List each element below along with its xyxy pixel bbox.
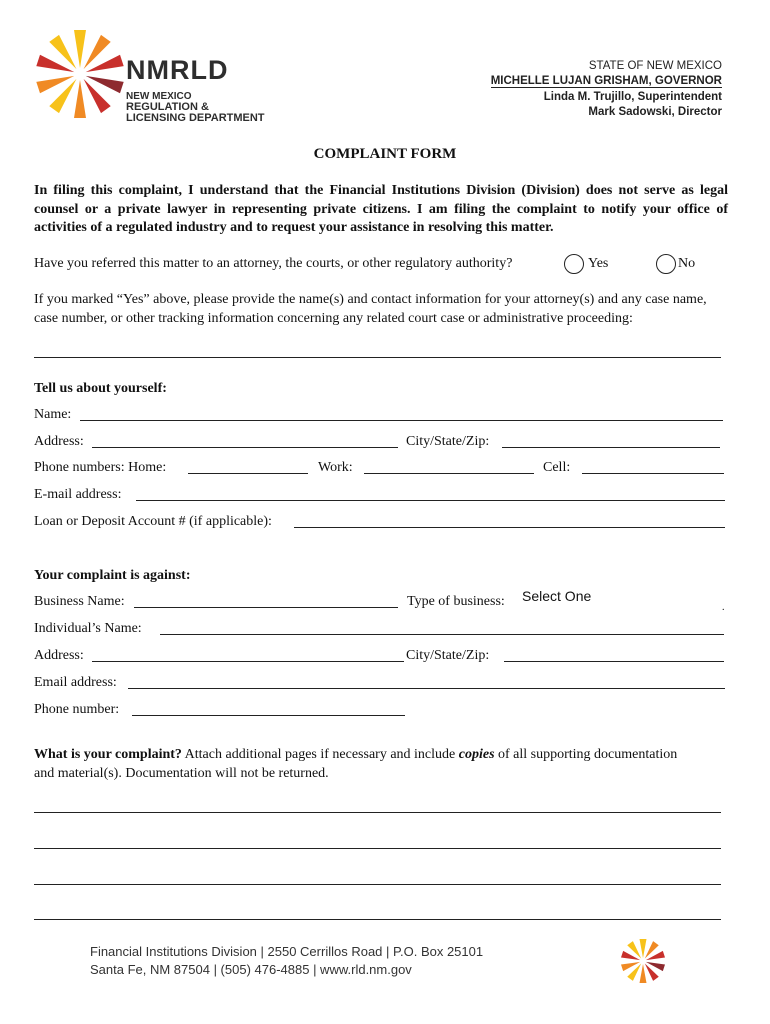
- email-field[interactable]: [136, 500, 725, 501]
- no-radio[interactable]: [656, 254, 676, 274]
- about-heading: Tell us about yourself:: [34, 381, 167, 396]
- name-field[interactable]: [80, 420, 723, 421]
- business-label: Business Name:: [34, 594, 125, 609]
- work-label: Work:: [318, 460, 353, 475]
- against-email-field[interactable]: [128, 688, 725, 689]
- against-phone-label: Phone number:: [34, 702, 120, 717]
- brand-sub-line: REGULATION &: [126, 101, 209, 113]
- nmrld-logo-icon: [30, 24, 130, 124]
- state-name: STATE OF NEW MEXICO: [588, 60, 722, 72]
- complaint-line[interactable]: [34, 848, 721, 849]
- complaint-line[interactable]: [34, 884, 721, 885]
- complaint-heading: What is your complaint?: [34, 747, 182, 762]
- against-heading: Your complaint is against:: [34, 568, 191, 583]
- work-phone-field[interactable]: [364, 473, 534, 474]
- city-field[interactable]: [502, 447, 720, 448]
- against-address-field[interactable]: [92, 661, 404, 662]
- city-label: City/State/Zip:: [406, 434, 490, 449]
- footer-contact: Santa Fe, NM 87504 | (505) 476-4885 | www.rld.nm.gov: [90, 962, 412, 977]
- director-name: Mark Sadowski, Director: [588, 106, 722, 118]
- against-phone-field[interactable]: [132, 715, 405, 716]
- name-label: Name:: [34, 407, 72, 422]
- footer-logo-icon: [618, 936, 668, 986]
- phone-home-field[interactable]: [188, 473, 308, 474]
- page-title: COMPLAINT FORM: [313, 146, 457, 162]
- footer-address: Financial Institutions Division | 2550 Cerrillos Road | P.O. Box 25101: [90, 944, 484, 959]
- intro-paragraph: In filing this complaint, I understand that the Financial Institutions Division (Division) does not serve as legal counsel or a private lawyer in representing private citizens. I am filing the complaint to notify your office of activities of a regulated industry and to request your assistance in resolving this matter.: [34, 183, 728, 235]
- against-email-label: Email address:: [34, 675, 117, 690]
- email-label: E-mail address:: [34, 487, 122, 502]
- type-label: Type of business:: [407, 594, 505, 609]
- complaint-line[interactable]: [34, 919, 721, 920]
- referral-question: Have you referred this matter to an attorney, the courts, or other regulatory authority?: [34, 256, 513, 271]
- against-address-label: Address:: [34, 648, 84, 663]
- address-field[interactable]: [92, 447, 398, 448]
- referral-followup: If you marked “Yes” above, please provide the name(s) and contact information for your attorney(s) and any case name, case number, or other tracking information concerning any related court case or administrative proceeding:: [34, 292, 707, 326]
- account-field[interactable]: [294, 527, 725, 528]
- business-name-field[interactable]: [134, 607, 398, 608]
- referral-details-field[interactable]: [34, 357, 721, 358]
- account-label: Loan or Deposit Account # (if applicable):: [34, 514, 272, 529]
- complaint-text: of all supporting documentation: [498, 747, 678, 762]
- select-end-mark: .: [722, 602, 725, 613]
- individual-name-field[interactable]: [160, 634, 724, 635]
- individual-label: Individual’s Name:: [34, 621, 142, 636]
- superintendent-name: Linda M. Trujillo, Superintendent: [543, 91, 722, 103]
- cell-phone-field[interactable]: [582, 473, 724, 474]
- against-city-label: City/State/Zip:: [406, 648, 490, 663]
- address-label: Address:: [34, 434, 84, 449]
- governor-name: MICHELLE LUJAN GRISHAM, GOVERNOR: [490, 75, 722, 87]
- cell-label: Cell:: [543, 460, 571, 475]
- brand-name: NMRLD: [126, 55, 229, 85]
- against-city-field[interactable]: [504, 661, 724, 662]
- complaint-instructions: [34, 746, 728, 783]
- brand-sub-line: NEW MEXICO: [126, 91, 192, 102]
- complaint-text: Attach additional pages if necessary and include: [184, 747, 456, 762]
- no-label: No: [678, 256, 696, 271]
- yes-radio[interactable]: [564, 254, 584, 274]
- business-type-select[interactable]: Select One: [522, 588, 592, 604]
- yes-label: Yes: [588, 256, 609, 271]
- complaint-text: and material(s). Documentation will not be returned.: [34, 765, 329, 781]
- phone-home-label: Phone numbers: Home:: [34, 460, 167, 475]
- complaint-copies: copies: [458, 747, 495, 762]
- complaint-line[interactable]: [34, 812, 721, 813]
- brand-sub-line: LICENSING DEPARTMENT: [126, 112, 265, 124]
